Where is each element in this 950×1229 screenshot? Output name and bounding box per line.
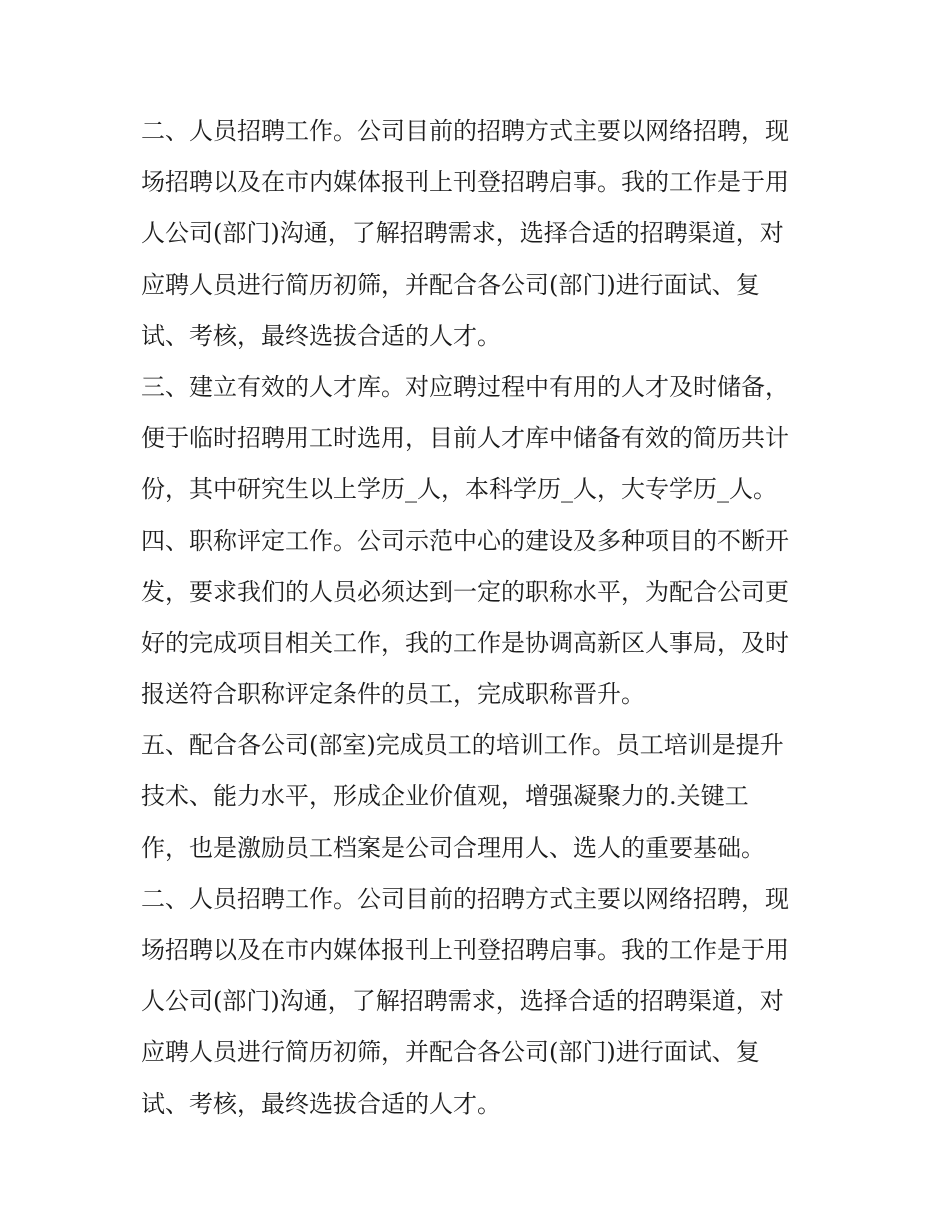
document-body xyxy=(141,106,821,1130)
text-line: 场招聘以及在市内媒体报刊上刊登招聘启事。我的工作是于用 xyxy=(141,168,789,197)
text-line: 试、考核，最终选拔合适的人才。 xyxy=(141,1089,501,1118)
text-line: 作，也是激励员工档案是公司合理用人、选人的重要基础。 xyxy=(141,833,765,862)
text-line: 场招聘以及在市内媒体报刊上刊登招聘启事。我的工作是于用 xyxy=(141,936,789,964)
text-line: 人公司(部门)沟通，了解招聘需求，选择合适的招聘渠道，对 xyxy=(141,219,784,248)
text-line: 三、建立有效的人才库。对应聘过程中有用的人才及时储备， xyxy=(141,372,789,401)
text-line: 人公司(部门)沟通，了解招聘需求，选择合适的招聘渠道，对 xyxy=(141,987,784,1016)
text-line: 二、人员招聘工作。公司目前的招聘方式主要以网络招聘，现 xyxy=(141,884,789,913)
text-line: 报送符合职称评定条件的员工，完成职称晋升。 xyxy=(141,680,645,709)
text-line: 四、职称评定工作。公司示范中心的建设及多种项目的不断开 xyxy=(141,526,789,555)
text-line: 试、考核，最终选拔合适的人才。 xyxy=(141,321,501,350)
text-line: 应聘人员进行简历初筛，并配合各公司(部门)进行面试、复 xyxy=(141,1038,760,1067)
text-line: 发，要求我们的人员必须达到一定的职称水平，为配合公司更 xyxy=(141,577,789,606)
text-line: 二、人员招聘工作。公司目前的招聘方式主要以网络招聘，现 xyxy=(141,117,789,145)
text-line: 份，其中研究生以上学历_人，本科学历_人，大专学历_人。 xyxy=(141,475,777,504)
text-line: 应聘人员进行简历初筛，并配合各公司(部门)进行面试、复 xyxy=(141,270,760,299)
text-line: 五、配合各公司(部室)完成员工的培训工作。员工培训是提升 xyxy=(141,731,784,760)
text-line: 便于临时招聘用工时选用，目前人才库中储备有效的简历共计 xyxy=(141,424,789,453)
text-line: 技术、能力水平，形成企业价值观，增强凝聚力的.关键工 xyxy=(141,782,749,811)
text-line: 好的完成项目相关工作，我的工作是协调高新区人事局，及时 xyxy=(141,628,789,657)
